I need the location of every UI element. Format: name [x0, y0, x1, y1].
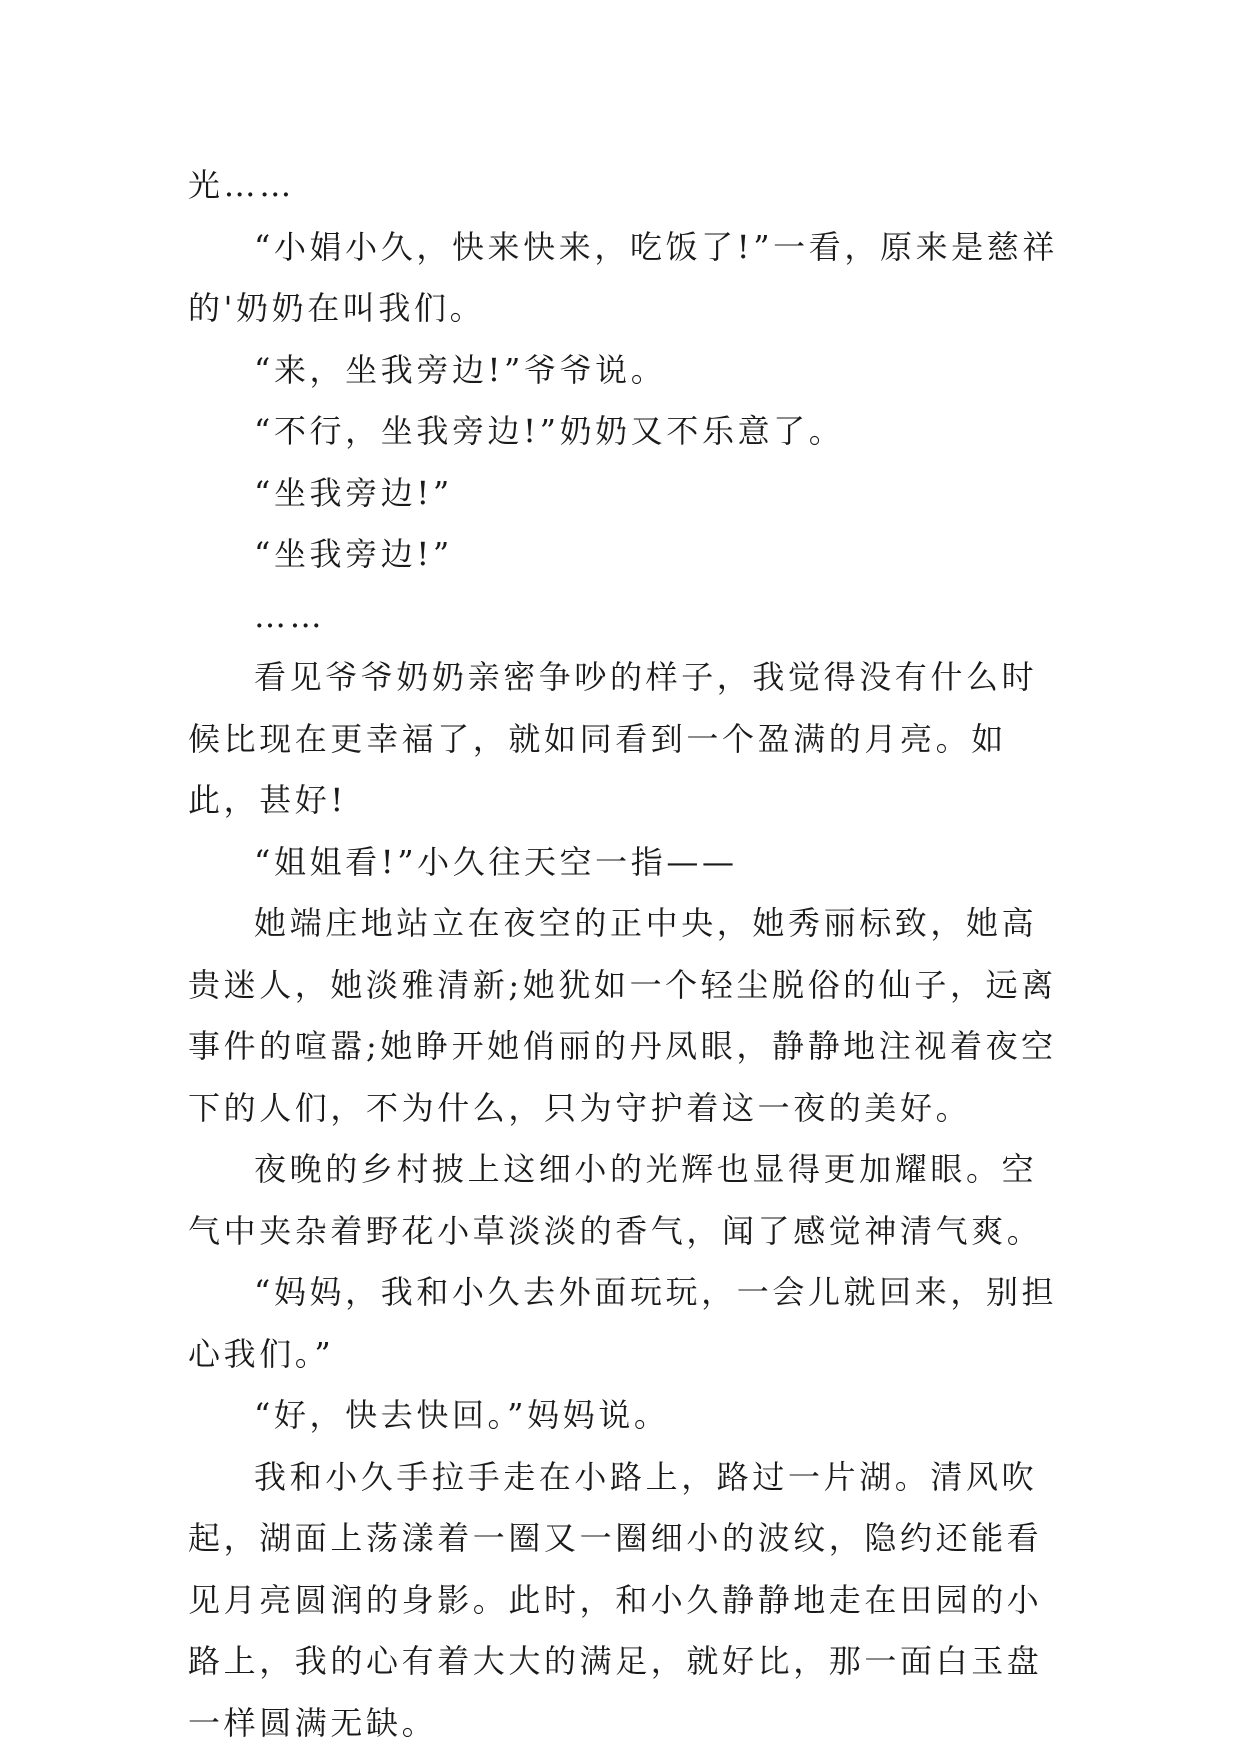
document-body	[188, 155, 1068, 1754]
paragraph: 我和小久手拉手走在小路上，路过一片湖。清风吹起，湖面上荡漾着一圈又一圈细小的波纹，隐约还能看见月亮圆润的身影。此时，和小久静静地走在田园的小路上，我的心有着大大的满足，就好比，那一面白玉盘一样圆满无缺。	[188, 1457, 1043, 1742]
paragraph: “坐我旁边!”	[254, 535, 453, 573]
paragraph: “小娟小久，快来快来，吃饭了!”一看，原来是慈祥的'奶奶在叫我们。	[188, 227, 1058, 327]
paragraph: “来，坐我旁边!”爷爷说。	[254, 350, 667, 389]
paragraph: “姐姐看!”小久往天空一指——	[254, 842, 738, 881]
paragraph: “坐我旁边!”	[254, 473, 453, 512]
paragraph: 夜晚的乡村披上这细小的光辉也显得更加耀眼。空气中夹杂着野花小草淡淡的香气，闻了感觉神清气爽。	[188, 1150, 1043, 1250]
paragraph: “不行，坐我旁边!”奶奶又不乐意了。	[254, 412, 845, 450]
paragraph: “好，快去快回。”妈妈说。	[254, 1396, 670, 1434]
paragraph: 她端庄地站立在夜空的正中央，她秀丽标致，她高贵迷人，她淡雅清新;她犹如一个轻尘脱俗的仙子，远离事件的喧嚣;她睁开她俏丽的丹凤眼，静静地注视着夜空下的人们，不为什么，只为守护着这一夜的美好。	[188, 904, 1057, 1127]
paragraph: ……	[254, 596, 326, 635]
paragraph: 光……	[188, 166, 295, 204]
paragraph: “妈妈，我和小久去外面玩玩，一会儿就回来，别担心我们。”	[188, 1273, 1058, 1373]
paragraph: 看见爷爷奶奶亲密争吵的样子，我觉得没有什么时候比现在更幸福了，就如同看到一个盈满的月亮。如此，甚好!	[188, 658, 1038, 819]
